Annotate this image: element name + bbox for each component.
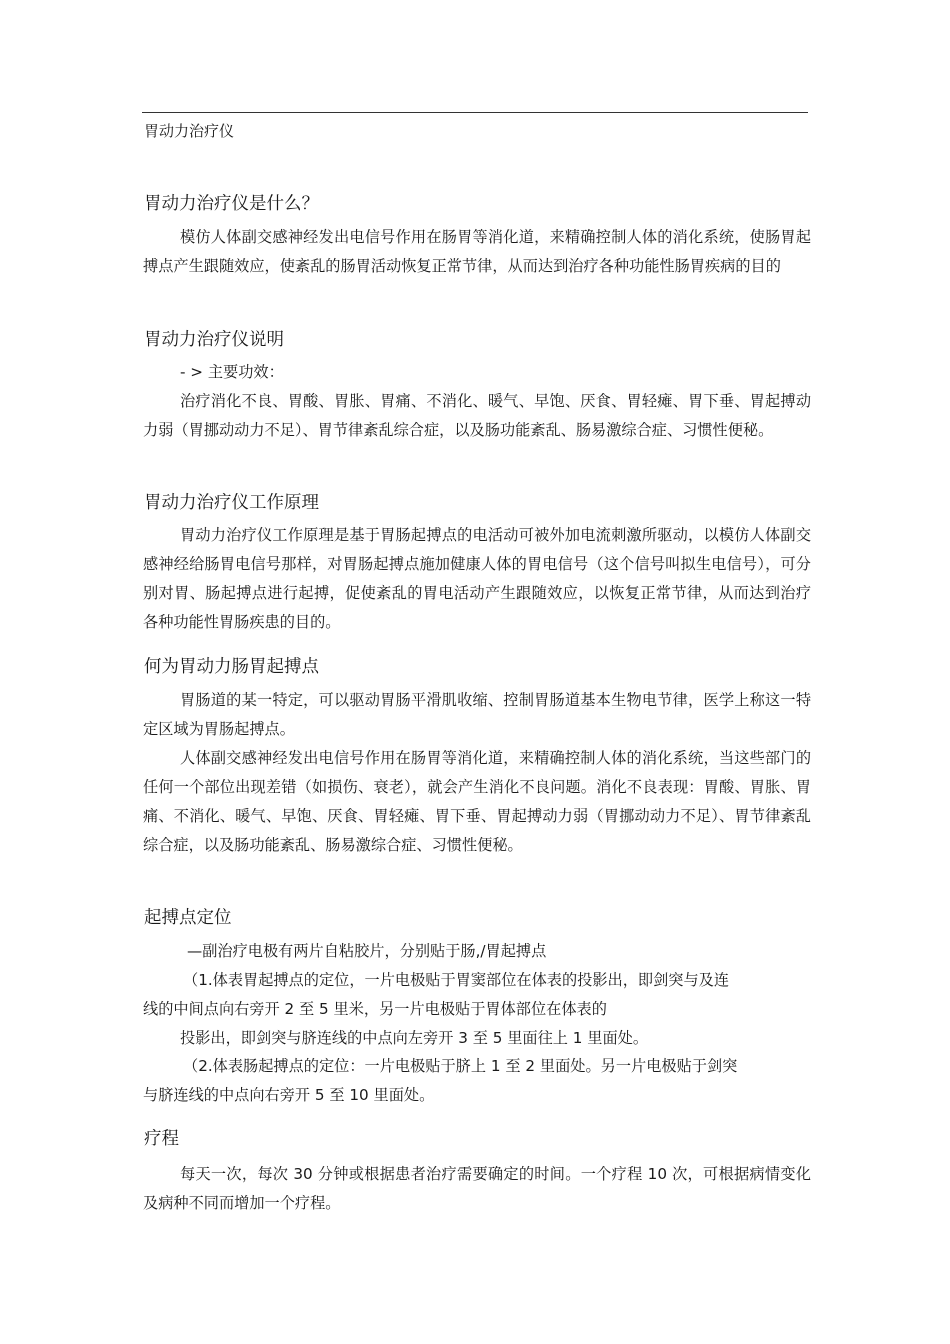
positioning-line-6: 与脐连线的中点向右旁开 5 至 10 里面处。: [143, 1086, 435, 1104]
main-effects-label: - > 主要功效：: [180, 363, 284, 381]
section-heading-pacemaker: 何为胃动力肠胃起搏点: [144, 657, 319, 677]
course-paragraph: 每天一次，每次 30 分钟或根据患者治疗需要确定的时间。一个疗程 10 次，可根据病情变化及病种不同而增加一个疗程。: [143, 1165, 811, 1212]
positioning-line-2: （1.体表胃起搏点的定位，一片电极贴于胃窦部位在体表的投影出，即剑突与及连: [183, 971, 730, 989]
section-heading-course: 疗程: [144, 1129, 179, 1149]
section-heading-principle: 胃动力治疗仪工作原理: [144, 493, 319, 513]
header-title: 胃动力治疗仪: [144, 122, 235, 140]
positioning-line-3: 线的中间点向右旁开 2 至 5 里米，另一片电极贴于胃体部位在体表的: [143, 1000, 607, 1018]
positioning-line-1: —副治疗电极有两片自粘胶片，分别贴于肠,/胃起搏点: [187, 942, 547, 960]
section-what-paragraph: 模仿人体副交感神经发出电信号作用在肠胃等消化道，来精确控制人体的消化系统，使肠胃起搏点产生跟随效应，使紊乱的肠胃活动恢复正常节律，从而达到治疗各种功能性肠胃疾病的目的: [143, 228, 811, 275]
pacemaker-paragraph-2: 人体副交感神经发出电信号作用在肠胃等消化道，来精确控制人体的消化系统，当这些部门的任何一个部位出现差错（如损伤、衰老），就会产生消化不良问题。消化不良表现：胃酸、胃胀、胃痛、不消化、暖气、早饱、厌食、胃轻瘫、胃下垂、胃起搏动力弱（胃挪动动力不足）、胃节律紊乱综合症，以及肠功能紊乱、肠易激综合症、习惯性便秘。: [143, 749, 811, 854]
section-heading-description: 胃动力治疗仪说明: [144, 330, 284, 350]
section-heading-what: 胃动力治疗仪是什么？: [144, 194, 319, 214]
positioning-line-4: 投影出，即剑突与脐连线的中点向左旁开 3 至 5 里面往上 1 里面处。: [180, 1029, 649, 1047]
main-effects-paragraph: 治疗消化不良、胃酸、胃胀、胃痛、不消化、暖气、早饱、厌食、胃轻瘫、胃下垂、胃起搏动力弱（胃挪动动力不足）、胃节律紊乱综合症，以及肠功能紊乱、肠易激综合症、习惯性便秘。: [143, 392, 811, 439]
header-rule: [142, 112, 808, 113]
positioning-line-5: （2.体表肠起搏点的定位：一片电极贴于脐上 1 至 2 里面处。另一片电极贴于剑突: [183, 1057, 738, 1075]
pacemaker-paragraph-1: 胃肠道的某一特定，可以驱动胃肠平滑肌收缩、控制胃肠道基本生物电节律，医学上称这一特定区域为胃肠起搏点。: [143, 691, 811, 738]
section-heading-positioning: 起搏点定位: [144, 908, 232, 928]
principle-paragraph: 胃动力治疗仪工作原理是基于胃肠起搏点的电活动可被外加电流刺激所驱动，以模仿人体副交感神经给肠胃电信号那样，对胃肠起搏点施加健康人体的胃电信号（这个信号叫拟生电信号），可分别对胃、肠起搏点进行起搏，促使紊乱的胃电活动产生跟随效应，以恢复正常节律，从而达到治疗各种功能性胃肠疾患的目的。: [143, 526, 811, 631]
